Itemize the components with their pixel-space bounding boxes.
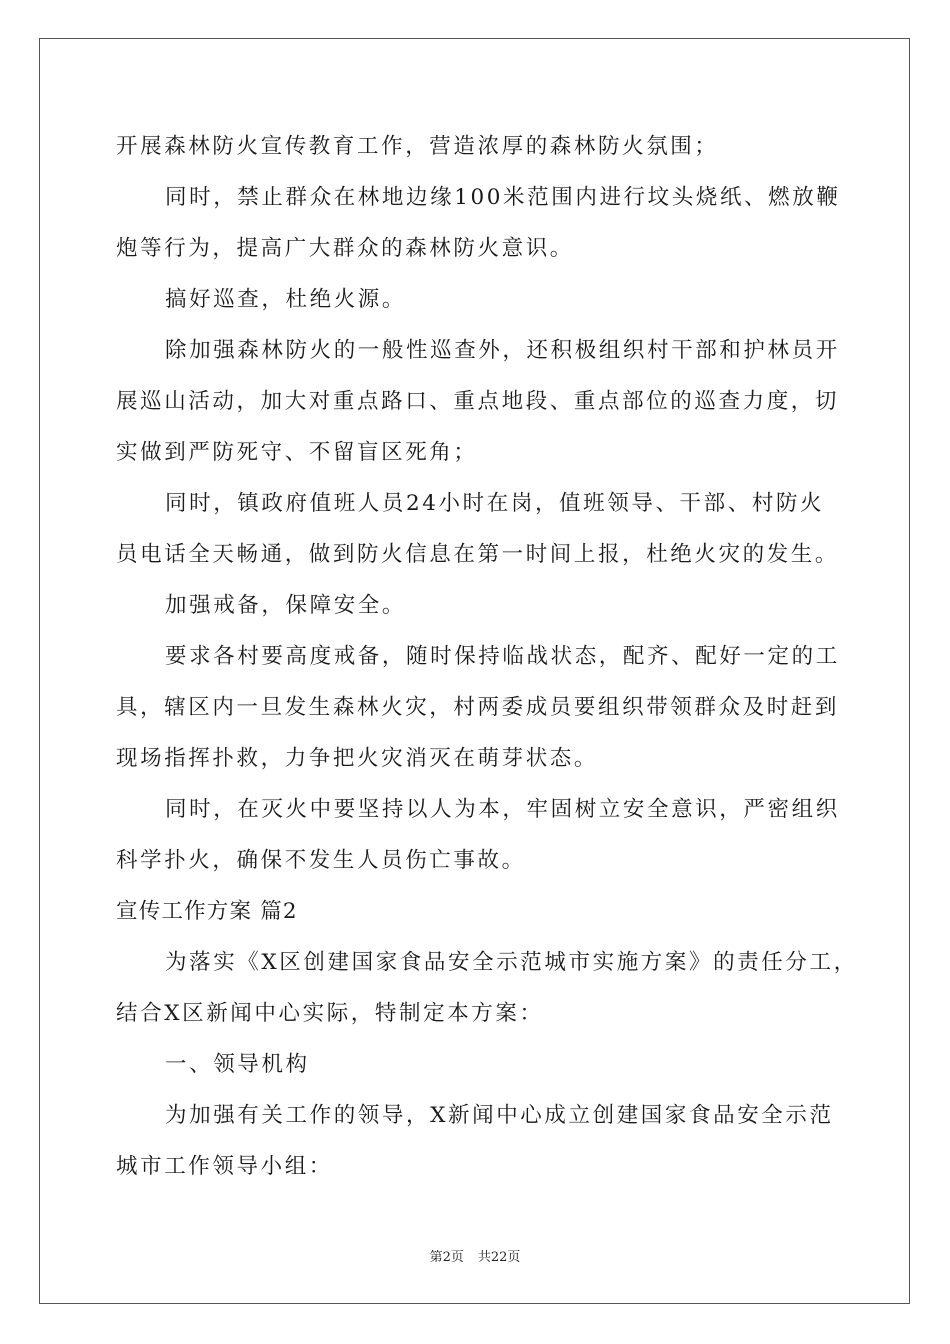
- page-number: 第2页: [429, 1250, 464, 1265]
- paragraph-line: 城市工作领导小组：: [116, 1154, 333, 1179]
- paragraph-line: 同时，在灭火中要坚持以人为本，牢固树立安全意识，严密组织: [165, 797, 840, 822]
- paragraph-line: 科学扑火，确保不发生人员伤亡事故。: [116, 848, 526, 873]
- paragraph-line: 实做到严防死守、不留盲区死角；: [116, 440, 478, 465]
- paragraph-line: 具，辖区内一旦发生森林火灾，村两委成员要组织带领群众及时赶到: [116, 695, 840, 720]
- paragraph-line: 搞好巡查，杜绝火源。: [165, 287, 407, 312]
- paragraph-line: 加强戒备，保障安全。: [165, 593, 407, 618]
- paragraph-line: 同时，镇政府值班人员24小时在岗，值班领导、干部、村防火: [165, 491, 825, 516]
- paragraph-line: 炮等行为，提高广大群众的森林防火意识。: [116, 236, 574, 261]
- paragraph-line: 为落实《X区创建国家食品安全示范城市实施方案》的责任分工，: [165, 950, 858, 975]
- paragraph-line: 除加强森林防火的一般性巡查外，还积极组织村干部和护林员开: [165, 338, 840, 363]
- section-heading: 宣传工作方案 篇2: [116, 899, 298, 924]
- paragraph-line: 现场指挥扑救，力争把火灾消灭在萌芽状态。: [116, 746, 599, 771]
- document-body: [116, 128, 858, 1199]
- paragraph-line: 为加强有关工作的领导，X新闻中心成立创建国家食品安全示范: [165, 1103, 834, 1128]
- paragraph-line: 员电话全天畅通，做到防火信息在第一时间上报，杜绝火灾的发生。: [116, 542, 840, 567]
- paragraph-line: 同时，禁止群众在林地边缘100米范围内进行坟头烧纸、燃放鞭: [165, 185, 841, 210]
- paragraph-line: 开展森林防火宣传教育工作，营造浓厚的森林防火氛围；: [116, 134, 719, 159]
- paragraph-line: 要求各村要高度戒备，随时保持临战状态，配齐、配好一定的工: [165, 644, 840, 669]
- paragraph-line: 结合X区新闻中心实际，特制定本方案：: [116, 1001, 544, 1026]
- subsection-heading: 一、领导机构: [165, 1052, 310, 1077]
- page-total: 共22页: [477, 1250, 521, 1265]
- paragraph-line: 展巡山活动，加大对重点路口、重点地段、重点部位的巡查力度，切: [116, 389, 840, 414]
- page-footer: [0, 1246, 950, 1265]
